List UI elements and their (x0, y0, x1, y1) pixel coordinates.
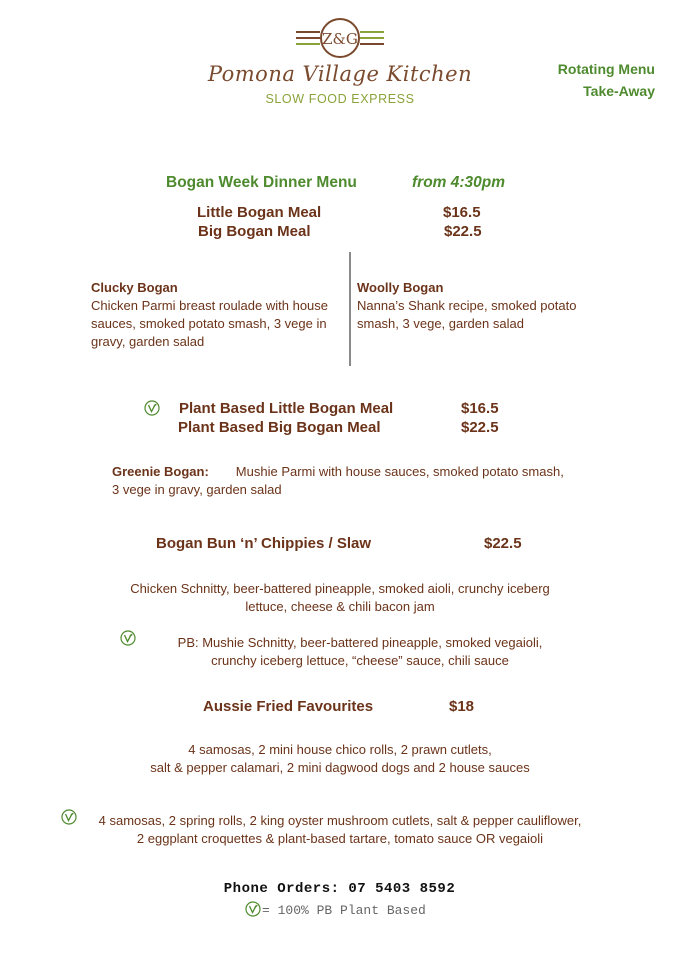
option-woolly-desc-2: smash, 3 vege, garden salad (357, 316, 524, 331)
option-woolly (357, 279, 617, 333)
fried-desc-2: salt & pepper calamari, 2 mini dagwood dogs and 2 house sauces (150, 760, 530, 775)
bun-desc-1: Chicken Schnitty, beer-battered pineapple, smoked aioli, crunchy iceberg (130, 581, 550, 596)
bun-desc (60, 580, 620, 616)
pb-big-bogan-price: $22.5 (461, 419, 499, 436)
plant-based-legend: = 100% PB Plant Based (262, 903, 426, 918)
little-bogan-price: $16.5 (443, 204, 481, 221)
big-bogan-price: $22.5 (444, 223, 482, 240)
fried-desc (60, 741, 620, 777)
option-woolly-desc-1: Nanna’s Shank recipe, smoked potato (357, 298, 577, 313)
bun-pb-desc-1: PB: Mushie Schnitty, beer-battered pineapple, smoked vegaioli, (177, 635, 543, 650)
menu-title: Bogan Week Dinner Menu (166, 174, 357, 191)
plant-based-icon (61, 809, 77, 825)
fried-pb-desc-1: 4 samosas, 2 spring rolls, 2 king oyster mushroom cutlets, salt & pepper cauliflower, (98, 813, 582, 828)
header-note (558, 58, 655, 102)
little-bogan-name: Little Bogan Meal (197, 204, 322, 221)
greenie-bogan (112, 463, 612, 499)
option-clucky-desc-1: Chicken Parmi breast roulade with house (91, 298, 329, 313)
option-woolly-name: Woolly Bogan (357, 280, 444, 295)
option-clucky (91, 279, 346, 351)
fried-name: Aussie Fried Favourites (203, 698, 374, 715)
fried-pb-desc-2: 2 eggplant croquettes & plant-based tartare, tomato sauce OR vegaioli (136, 831, 544, 846)
greenie-name: Greenie Bogan: (112, 464, 209, 479)
option-clucky-name: Clucky Bogan (91, 280, 178, 295)
fried-pb-desc (80, 812, 600, 848)
kitchen-name: Pomona Village Kitchen (207, 62, 473, 86)
fried-price: $18 (449, 698, 475, 715)
fried-desc-1: 4 samosas, 2 mini house chico rolls, 2 prawn cutlets, (188, 742, 492, 757)
big-bogan-name: Big Bogan Meal (198, 223, 311, 240)
logo-monogram: Z&G (322, 30, 358, 48)
bun-pb-desc-2: crunchy iceberg lettuce, “cheese” sauce, chili sauce (211, 653, 509, 668)
option-clucky-desc-3: gravy, garden salad (91, 334, 205, 349)
option-divider (349, 252, 351, 366)
phone-orders: Phone Orders: 07 5403 8592 (223, 881, 456, 897)
plant-based-icon (245, 901, 261, 917)
pb-little-bogan-price: $16.5 (461, 400, 499, 417)
pb-little-bogan-name: Plant Based Little Bogan Meal (179, 400, 394, 417)
pb-big-bogan-name: Plant Based Big Bogan Meal (178, 419, 381, 436)
bun-desc-2: lettuce, cheese & chili bacon jam (245, 599, 435, 614)
kitchen-tagline: SLOW FOOD EXPRESS (265, 92, 415, 106)
bun-price: $22.5 (484, 535, 522, 552)
greenie-desc-2: 3 vege in gravy, garden salad (112, 482, 282, 497)
bun-pb-desc (100, 634, 620, 670)
bun-name: Bogan Bun ‘n’ Chippies / Slaw (156, 535, 372, 552)
rotating-menu-label: Rotating Menu (557, 61, 655, 77)
take-away-label: Take-Away (583, 83, 655, 99)
greenie-desc-1: Mushie Parmi with house sauces, smoked potato smash, (235, 464, 564, 479)
plant-based-icon (144, 400, 160, 416)
menu-time: from 4:30pm (412, 174, 506, 191)
option-clucky-desc-2: sauces, smoked potato smash, 3 vege in (91, 316, 327, 331)
logo-mark (290, 14, 390, 64)
